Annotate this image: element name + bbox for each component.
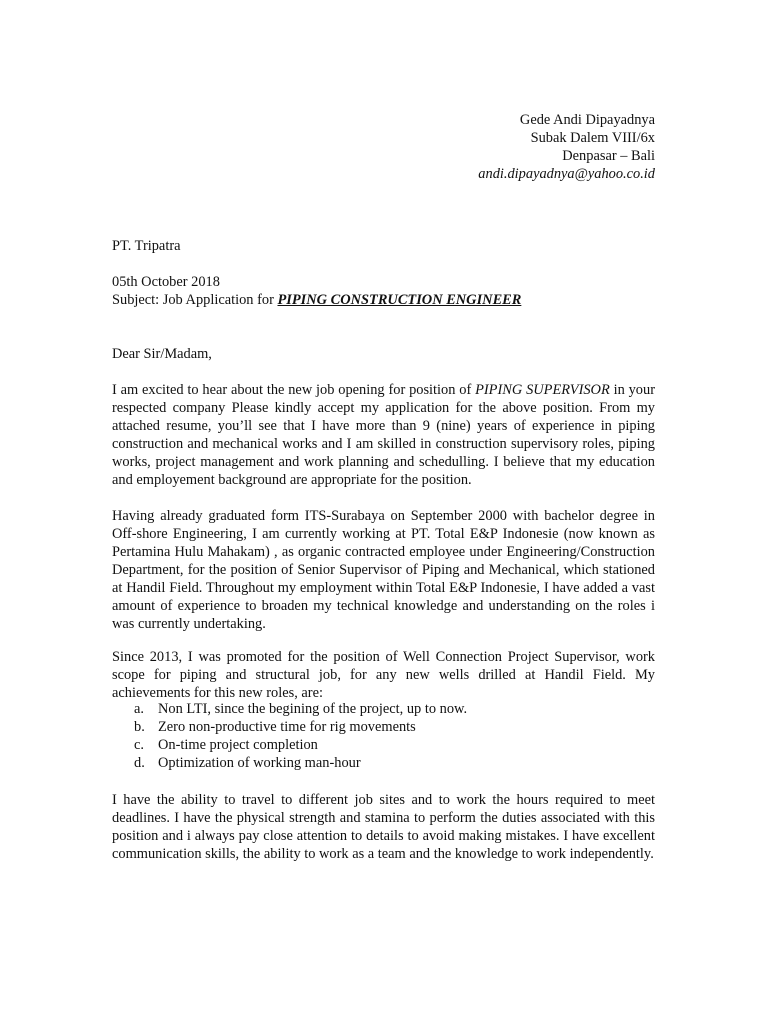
list-item-text: Optimization of working man-hour	[158, 755, 361, 771]
list-item-text: Non LTI, since the begining of the project, up to now.	[158, 701, 468, 717]
paragraph-intro-before: I am excited to hear about the new job opening for position of	[112, 382, 476, 398]
sender-block	[478, 111, 655, 183]
paragraph-intro	[112, 381, 655, 489]
list-marker: b.	[134, 719, 145, 735]
list-marker: c.	[134, 737, 144, 753]
sender-city: Denpasar – Bali	[562, 148, 655, 164]
list-item	[134, 736, 467, 754]
paragraph-promotion: Since 2013, I was promoted for the position of Well Connection Project Supervisor, work scope for piping and structural job, for any new wells drilled at Handil Field. My achievements for this new roles, are:	[112, 649, 655, 701]
paragraph-intro-after: in your respected company Please kindly accept my application for the above position. From my attached resume, you’ll see that I have more than 9 (nine) years of experience in piping construction and mechanical works and I am skilled in construction supervisory roles, piping works, project management and work planning and schedulling. I believe that my education and employement background are appropriate for the position.	[112, 382, 655, 488]
achievements-list	[134, 700, 467, 772]
letter-date: 05th October 2018	[112, 274, 220, 290]
list-item	[134, 700, 467, 718]
subject-position: PIPING CONSTRUCTION ENGINEER	[277, 292, 522, 308]
subject-prefix: Subject: Job Application for	[112, 292, 278, 308]
recipient: PT. Tripatra	[112, 238, 181, 254]
list-item	[134, 718, 467, 736]
salutation: Dear Sir/Madam,	[112, 346, 212, 362]
sender-email: andi.dipayadnya@yahoo.co.id	[478, 166, 655, 182]
sender-name: Gede Andi Dipayadnya	[519, 112, 655, 128]
list-marker: a.	[134, 701, 144, 717]
list-item-text: On-time project completion	[158, 737, 318, 753]
paragraph-intro-position: PIPING SUPERVISOR	[475, 382, 610, 398]
sender-address: Subak Dalem VIII/6x	[530, 130, 655, 146]
subject-line	[112, 291, 521, 309]
list-item	[134, 754, 467, 772]
list-marker: d.	[134, 755, 145, 771]
paragraph-background: Having already graduated form ITS-Surabaya on September 2000 with bachelor degree in Off-shore Engineering, I am currently working at PT. Total E&P Indonesie (now known as Pertamina Hulu Mahakam) , as organic contracted employee under Engineering/Construction Department, for the position of Senior Supervisor of Piping and Mechanical, which stationed at Handil Field. Throughout my employment within Total E&P Indonesie, I have added a vast amount of experience to broaden my technical knowledge and understanding on the roles i was currently undertaking.	[112, 508, 655, 632]
paragraph-abilities: I have the ability to travel to different job sites and to work the hours required to meet deadlines. I have the physical strength and stamina to perform the duties associated with this position and i always pay close attention to details to avoid making mistakes. I have excellent communication skills, the ability to work as a team and the knowledge to work independently.	[112, 792, 655, 862]
list-item-text: Zero non-productive time for rig movements	[158, 719, 416, 735]
